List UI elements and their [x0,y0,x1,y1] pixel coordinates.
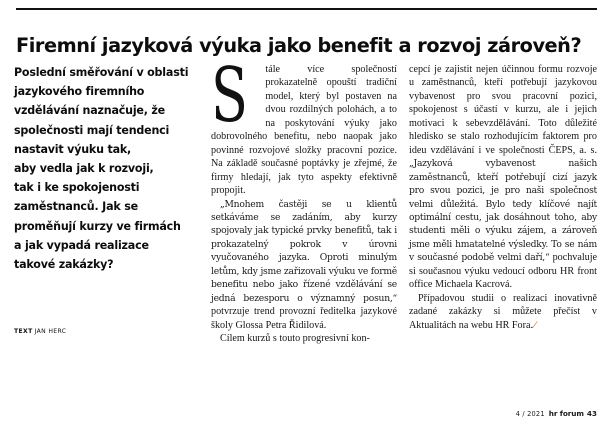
paragraph-text: Případovou studii o realizaci inovativně zadané zakázky si můžete přečíst v Aktualitách na webu HR Fora. [409,292,597,331]
quote-attribution: pochvaluje si současnou výuku vedoucí odboru HR front office Michaela Kacrová. [409,252,598,291]
quote-attribution: potvrzuje trend provozní ředitelka jazykové školy Glossa Petra Řidilová. [211,306,397,331]
deck-line: nastavit výuku tak, [14,142,132,156]
column-deck [14,63,199,274]
drop-cap: S [211,51,247,139]
pull-quote-text: „Mnohem častěji se u klientů setkáváme se zadáním, aby kurzy spojovaly jak typické prvky benefitů, tak i prokazatelný pokrok v úrovni vyučovaného jazyka. Oproti minulým letům, kdy jsme zařizovali výuku ve formě benefitu nebo jako řízené vzdělávání se jedná bezesporu o významný posun,“ [211,198,397,304]
deck-line: tak i ke spokojenosti [14,181,140,195]
issue-date: 4 / 2021 [515,410,545,418]
column-middle [211,51,397,346]
magazine-name: hr forum [548,409,584,418]
deck-line: společnosti mají tendenci [14,123,170,137]
paragraph-text: cepcí je zajistit nejen účinnou formu rozvoje u zaměstnanců, kteří potřebují jazykovou vybavenost pro svou pracovní pozici, spokojenost s účastí v kurzu, ale i jejich motivaci k sebevzdělávání. Toto důležité hledisko se stalo rozhodujícím faktorem pro ideu vzdělávání i ve společnosti ČEPS, a. s. [409,64,597,156]
deck-line: vzdělávání naznačuje, že [14,104,166,118]
deck-line: Poslední směřování v oblasti [14,66,189,79]
deck-line: aby vedla jak k rozvoji, [14,162,154,176]
body-paragraph-2-continued [409,63,597,292]
page-number: 43 [586,409,597,418]
body-paragraph-3 [409,292,597,332]
deck-line: jazykového firemního [14,85,145,99]
pull-quote-text: „Jazyková vybavenost našich zaměstnanců, kteří potřebují cizí jazyk pro svou pozici, je pro naši společnost velmi důležitá. Bylo tedy klíčové najít optimální cestu, jak dosáhnout toho, aby studenti měli o výuku zájem, a zároveň jsme měli hmatatelné výsledky. To se nám v současné podobě velmi daří,“ [409,158,597,264]
deck-line: zaměstnanců. Jak se [14,200,138,214]
header-rule [16,8,597,10]
deck-line: proměňují kurzy ve firmách [14,219,181,233]
deck-line: a jak vypadá realizace [14,238,149,252]
page-title: Firemní jazyková výuka jako benefit a rozvoj zároveň? [16,33,582,57]
byline [14,328,66,335]
byline-author: JAN HERC [34,328,67,335]
column-right [409,63,597,332]
article-deck [14,63,199,274]
body-paragraph-quote-1 [211,198,397,333]
byline-label: TEXT [14,328,33,335]
end-of-article-marker: ∕ [534,319,536,331]
paragraph-text: tále více společností prokazatelně opouští tradiční model, který byl postaven na dvou rozdílných polohách, a to na poskytování výuky jako dobrovolného benefitu, nebo naopak jako povinné rozvojové složky pracovní pozice. Na základě současné poptávky je zřejmé, že firmy hledají, jak tyto aspekty efektivně propojit. [211,64,397,197]
body-paragraph-1 [211,51,397,198]
deck-line: takové zakázky? [14,258,114,272]
body-paragraph-2: Cílem kurzů s touto progresivní kon- [220,333,370,345]
folio [516,409,597,418]
